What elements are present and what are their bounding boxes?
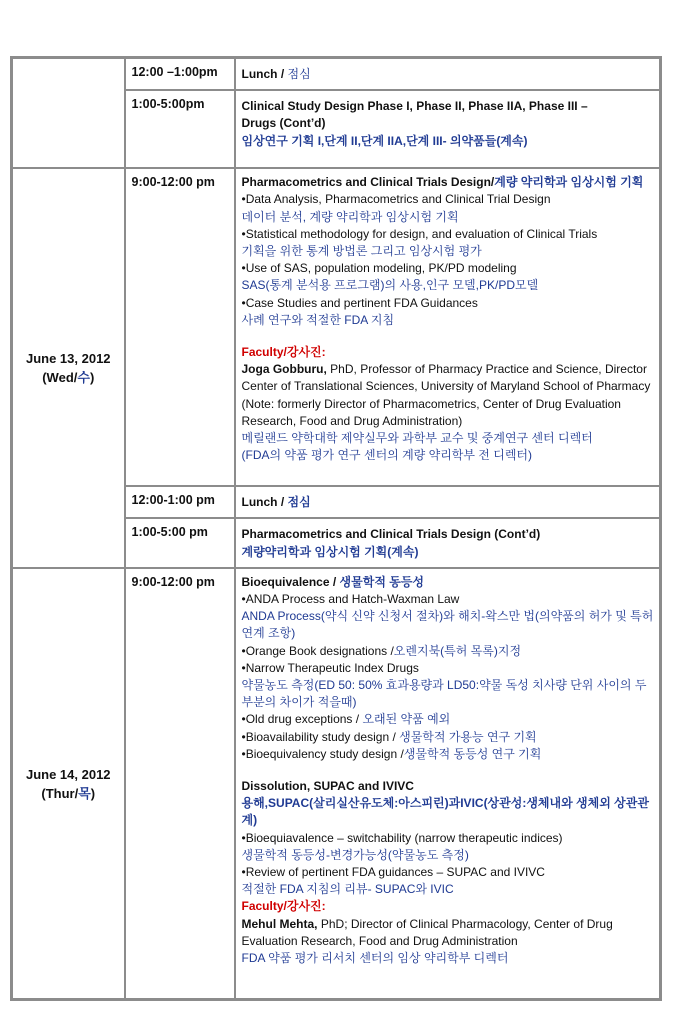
time-cell: 9:00-12:00 pm xyxy=(125,168,235,486)
session-cell xyxy=(235,90,661,168)
date-label: June 14, 2012 xyxy=(25,766,111,782)
bullet-item: •Statistical methodology for design, and evaluation of Clinical Trials xyxy=(241,226,598,241)
date-cell-empty xyxy=(12,58,125,169)
bullet-item: •Orange Book designations / xyxy=(241,643,394,658)
faculty-description: PhD, Professor of Pharmacy Practice and Science, Director Center of Translational Sciences, University of Maryland School of Pharmacy (Note: formerly Director of Pharmacometrics, Center of Drug Evaluation Research, Food and Drug Administration) xyxy=(241,362,651,428)
session-title-ko: 점심 xyxy=(287,495,311,510)
section-title-ko: 용해,SUPAC(살리실산유도체:아스피린)과IVIC(상관성:생체내와 생체외 상관관계) xyxy=(241,796,649,828)
bullet-item: •Bioequivalency study design / xyxy=(241,746,404,761)
faculty-description-ko: (FDA의 약품 평가 연구 센터의 계량 약리학부 전 디렉터) xyxy=(241,448,533,463)
session-title-ko: 점심 xyxy=(287,67,311,81)
weekday-close: ) xyxy=(89,370,95,385)
schedule-table xyxy=(10,56,662,1001)
time-cell: 1:00-5:00pm xyxy=(125,90,235,168)
table-row xyxy=(12,58,661,91)
session-title-ko: 임상연구 기획 I,단계 II,단계 IIA,단계 III- 의약품들(계속) xyxy=(241,133,528,148)
bullet-item-ko: 기획을 위한 통계 방법론 그리고 임상시험 평가 xyxy=(241,244,482,259)
bullet-item-ko: 데이터 분석, 계량 약리학과 임상시험 기획 xyxy=(241,209,459,224)
session-title: Bioequivalence / xyxy=(241,574,340,589)
bullet-item: •Data Analysis, Pharmacometrics and Clinical Trial Design xyxy=(241,192,551,207)
session-title-cont: Drugs (Cont’d) xyxy=(241,116,326,131)
weekday-open: (Wed/ xyxy=(42,370,78,385)
bullet-item-ko: 생물학적 동등성 연구 기획 xyxy=(403,746,542,761)
session-cell xyxy=(235,168,661,486)
section-title: Dissolution, SUPAC and IVIVC xyxy=(241,779,414,794)
bullet-item-ko: 생물학적 동등성-변경가능성(약물농도 측정) xyxy=(241,847,469,862)
bullet-item: •Case Studies and pertinent FDA Guidances xyxy=(241,295,478,310)
bullet-item-ko: 사례 연구와 적절한 FDA 지침 xyxy=(241,312,395,327)
session-title: Pharmacometrics and Clinical Trials Design (Cont’d) xyxy=(241,527,541,542)
session-title-ko: 계량약리학과 임상시험 기획(계속) xyxy=(241,544,419,559)
bullet-item: •Bioavailability study design / xyxy=(241,729,400,744)
weekday-ko: 목 xyxy=(78,785,91,801)
bullet-item-ko: 약물농도 측정(ED 50: 50% 효과용량과 LD50:약물 독성 치사량 단위 사이의 두 부분의 차이가 적을때) xyxy=(241,678,647,710)
table-row xyxy=(12,568,661,1000)
bullet-item: •Old drug exceptions / xyxy=(241,712,363,727)
bullet-item-ko: SAS(통계 분석용 프로그램)의 사용,인구 모델,PK/PD모델 xyxy=(241,278,539,293)
bullet-item: •Use of SAS, population modeling, PK/PD modeling xyxy=(241,261,517,276)
bullet-item: •ANDA Process and Hatch-Waxman Law xyxy=(241,592,460,607)
bullet-item: •Bioequiavalence – switchability (narrow therapeutic indices) xyxy=(241,830,563,845)
session-title: Clinical Study Design Phase I, Phase II, Phase IIA, Phase III – xyxy=(241,99,588,114)
table-row xyxy=(12,168,661,486)
session-title: Pharmacometrics and Clinical Trials Design/ xyxy=(241,175,495,190)
bullet-item-ko: 오렌지북(특허 목록)지정 xyxy=(393,643,522,658)
date-cell xyxy=(12,568,125,1000)
bullet-item-ko: 생물학적 가용능 연구 기획 xyxy=(399,729,537,744)
bullet-item-ko: 오래된 약품 예외 xyxy=(362,712,451,727)
time-cell: 9:00-12:00 pm xyxy=(125,568,235,1000)
faculty-name: Joga Gobburu, xyxy=(241,362,327,377)
time-cell: 12:00 –1:00pm xyxy=(125,58,235,91)
time-cell: 1:00-5:00 pm xyxy=(125,518,235,567)
faculty-description: PhD; Director of Clinical Pharmacology, Center of Drug Evaluation Research, Food and Drug Administration xyxy=(241,916,613,948)
faculty-description-ko: 메릴랜드 약학대학 제약실무와 과학부 교수 및 중계연구 센터 디렉터 xyxy=(241,431,593,446)
faculty-label: Faculty/강사진: xyxy=(241,345,326,360)
session-cell xyxy=(235,58,661,91)
bullet-item: •Narrow Therapeutic Index Drugs xyxy=(241,660,419,675)
date-label: June 13, 2012 xyxy=(25,351,111,366)
bullet-item-ko: ANDA Process(약식 신약 신청서 절차)와 해치-왁스만 법(의약품의 허가 및 특허 연계 조항) xyxy=(241,609,654,641)
weekday-ko: 수 xyxy=(77,370,90,385)
faculty-label: Faculty/강사진: xyxy=(241,899,326,914)
date-cell xyxy=(12,168,125,568)
session-title-ko: 생물학적 동등성 xyxy=(339,574,425,589)
session-cell xyxy=(235,486,661,518)
session-cell xyxy=(235,518,661,567)
session-cell xyxy=(235,568,661,1000)
bullet-item: •Review of pertinent FDA guidances – SUPAC and IVIVC xyxy=(241,865,545,880)
session-title-ko: 계량 약리학과 임상시험 기획 xyxy=(494,175,644,190)
faculty-name: Mehul Mehta, xyxy=(241,916,318,931)
time-cell: 12:00-1:00 pm xyxy=(125,486,235,518)
weekday-close: ) xyxy=(90,785,96,801)
faculty-description-ko: FDA 약품 평가 리서치 센터의 임상 약리학부 디렉터 xyxy=(241,951,509,966)
bullet-item-ko: 적절한 FDA 지침의 리뷰- SUPAC와 IVIC xyxy=(241,882,454,897)
session-title: Lunch / xyxy=(241,495,288,510)
session-title: Lunch / xyxy=(241,67,288,81)
weekday-open: (Thur/ xyxy=(41,785,79,801)
